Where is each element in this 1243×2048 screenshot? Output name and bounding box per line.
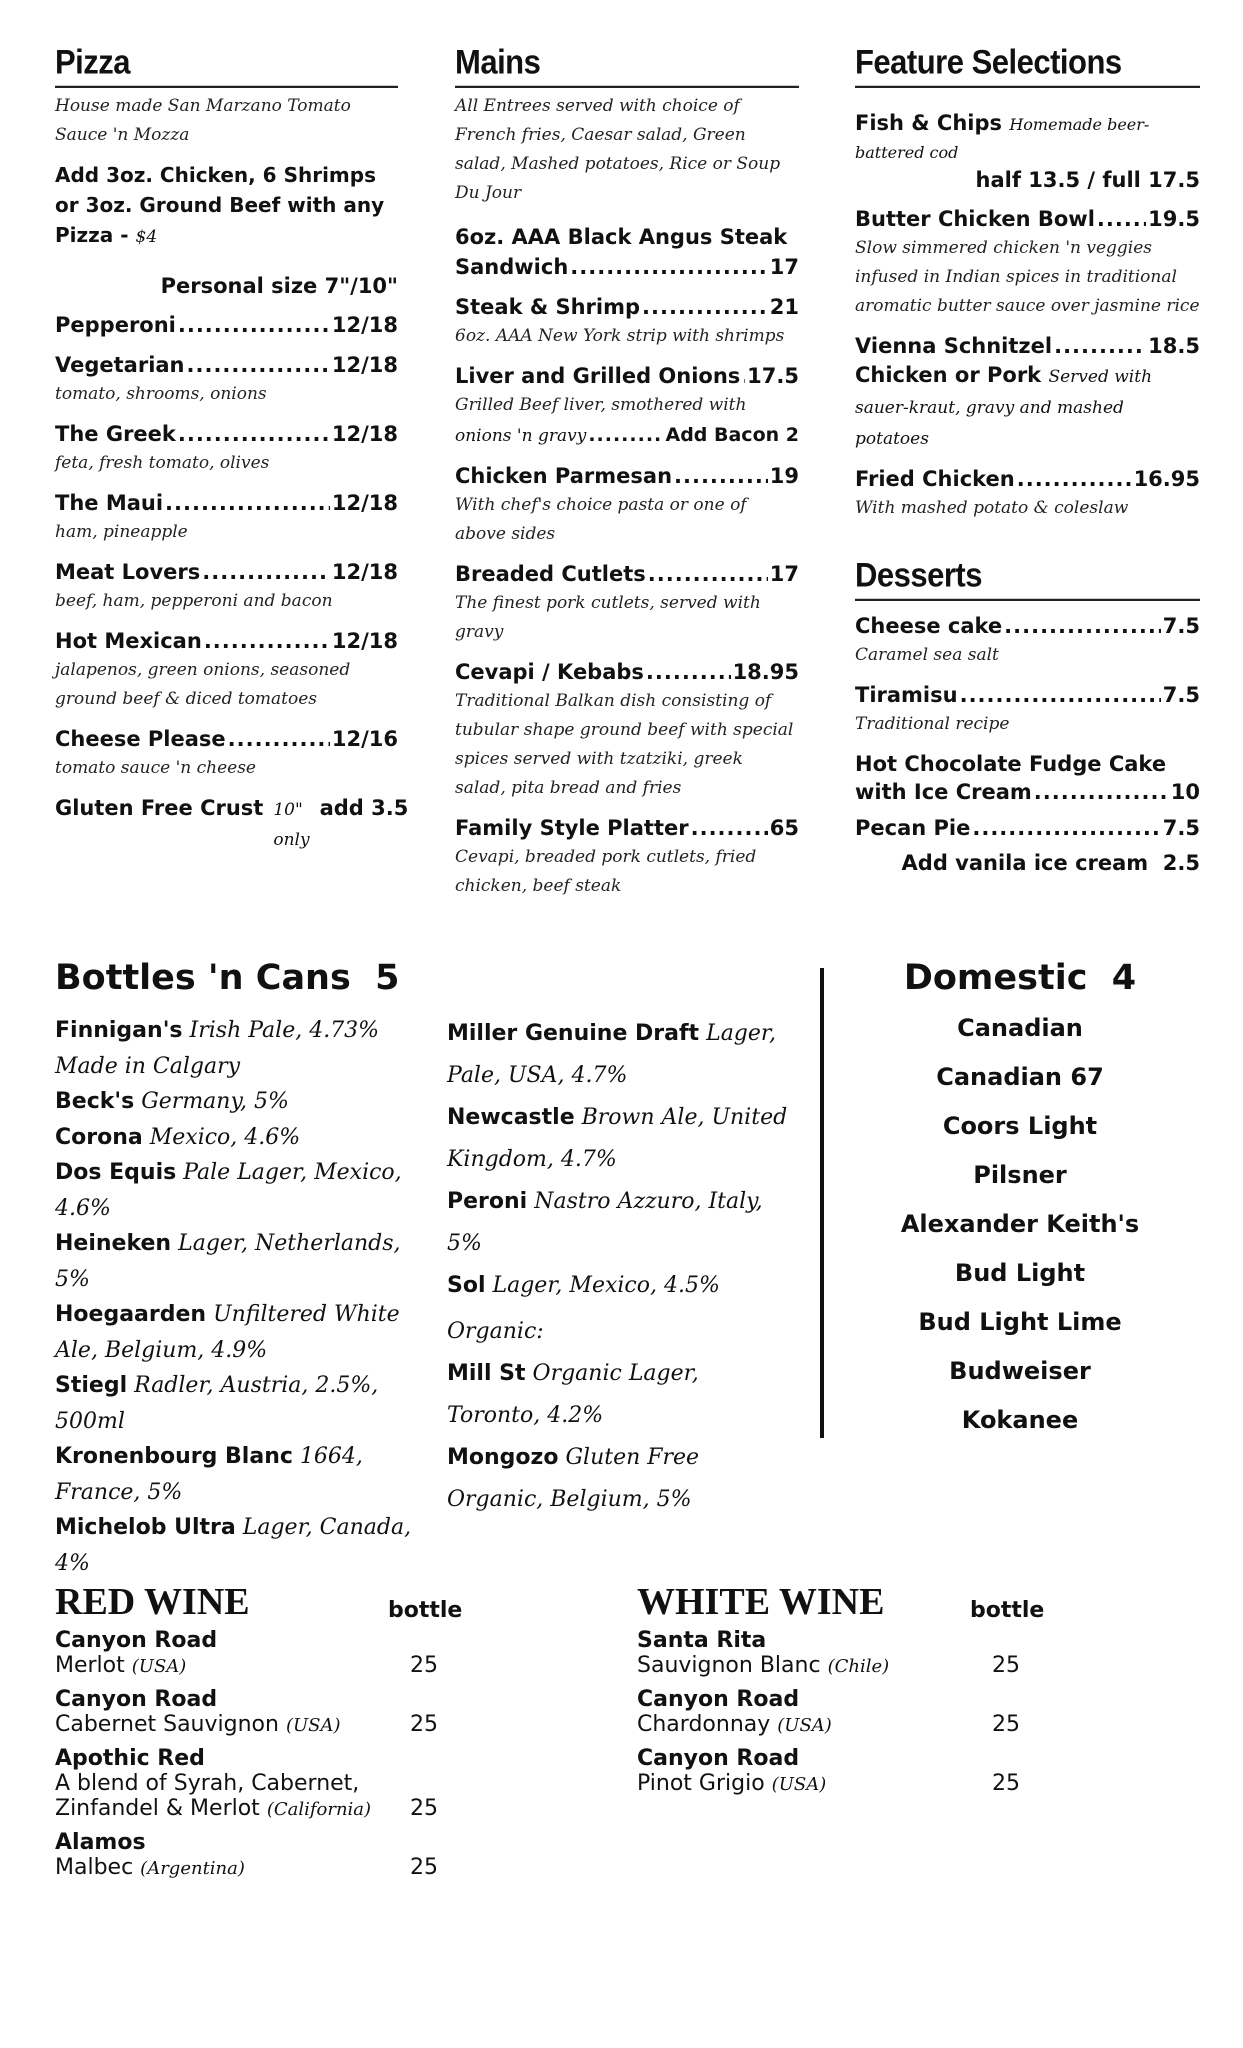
wine-price: 25 xyxy=(992,1653,1020,1678)
beer-item xyxy=(447,1181,797,1265)
beer-item xyxy=(55,1510,415,1581)
fudge-line2: with Ice Cream xyxy=(855,780,1032,804)
bottles-col-2-list xyxy=(447,1013,797,1307)
item-desc: Cevapi, breaded pork cutlets, fried chicken, beef steak xyxy=(455,847,757,896)
item-name: Sandwich xyxy=(455,255,569,279)
beer-item xyxy=(55,1226,415,1297)
pizza-addon-text: Add 3oz. Chicken, 6 Shrimps or 3oz. Ground Beef with any Pizza - xyxy=(55,163,385,247)
beer-item xyxy=(447,1097,797,1181)
beer-item xyxy=(447,1353,797,1437)
schnitzel-price: 18.5 xyxy=(1148,334,1200,358)
item-name: Hot Mexican xyxy=(55,629,202,653)
beer-item xyxy=(447,1013,797,1097)
item-name: Tiramisu xyxy=(855,683,958,707)
gluten-free-note: 10" only xyxy=(273,800,310,850)
pizza-addon xyxy=(55,160,398,252)
feature-title: Feature Selections xyxy=(855,41,1200,88)
item-name: Liver and Grilled Onions xyxy=(455,364,741,388)
beer-name: Kronenbourg Blanc xyxy=(55,1444,293,1469)
wine-item xyxy=(55,1628,475,1679)
organic-list xyxy=(447,1353,797,1521)
domestic-beer: Coors Light xyxy=(942,1112,1098,1140)
pizza-section xyxy=(55,42,409,855)
item-price: 21 xyxy=(769,295,799,319)
wine-origin: (Chile) xyxy=(827,1656,890,1677)
menu-item-row xyxy=(55,419,398,449)
item-name: Pepperoni xyxy=(55,313,176,337)
menu-item xyxy=(55,350,398,409)
beer-desc: Unfiltered White Ale, Belgium, 4.9% xyxy=(55,1302,400,1363)
fudge-price: 10 xyxy=(1170,780,1200,804)
beer-name: Mongozo xyxy=(447,1445,559,1470)
wine-price: 25 xyxy=(992,1771,1020,1796)
red-bottle-label: bottle xyxy=(388,1598,463,1623)
beer-desc: Radler, Austria, 2.5%, 500ml xyxy=(55,1373,379,1434)
item-name: Cheese cake xyxy=(855,614,1003,638)
domestic-beer: Budweiser xyxy=(949,1357,1091,1385)
gluten-free-name: Gluten Free Crust xyxy=(55,796,264,820)
menu-item xyxy=(55,310,398,340)
item-desc: Traditional recipe xyxy=(855,714,1010,734)
domestic-list xyxy=(870,1004,1170,1445)
mains-list xyxy=(455,292,799,420)
menu-item xyxy=(55,488,398,547)
wine-desc-line xyxy=(55,1796,475,1822)
item-price: 12/18 xyxy=(331,560,398,584)
beer-desc: Pale Lager, Mexico, 4.6% xyxy=(55,1160,402,1221)
wine-desc-line xyxy=(55,1855,475,1881)
liver-addon-row xyxy=(455,420,799,451)
bottles-col-2 xyxy=(447,1013,797,1521)
domestic-beer: Pilsner xyxy=(973,1161,1067,1189)
beer-item xyxy=(55,1084,415,1120)
wine-origin: (USA) xyxy=(771,1774,827,1795)
domestic-beer: Bud Light xyxy=(954,1259,1086,1287)
menu-item-fried-chicken xyxy=(855,464,1200,523)
menu-item-fudge xyxy=(855,749,1200,805)
item-desc: Traditional Balkan dish consisting of tubular shape ground beef with special spices served with tzatziki, greek salad, pita bread and fries xyxy=(455,691,794,798)
beer-item xyxy=(447,1265,797,1307)
schnitzel-sub: Chicken or Pork xyxy=(855,363,1042,387)
wine-item xyxy=(55,1687,475,1738)
fudge-line1: Hot Chocolate Fudge Cake xyxy=(855,752,1167,776)
wine-name: Canyon Road xyxy=(637,1687,800,1712)
wine-item xyxy=(637,1687,1057,1738)
beer-name: Beck's xyxy=(55,1089,135,1114)
wine-item xyxy=(55,1830,475,1881)
wine-price: 25 xyxy=(410,1855,438,1880)
menu-item xyxy=(455,813,799,901)
white-wine-title: WHITE WINE xyxy=(637,1581,885,1623)
item-name: Steak & Shrimp xyxy=(455,295,641,319)
wine-desc: Merlot xyxy=(55,1653,125,1678)
pecan-name: Pecan Pie xyxy=(855,816,971,840)
beer-desc: Brown Ale, United Kingdom, 4.7% xyxy=(447,1105,788,1172)
fried-desc: With mashed potato & coleslaw xyxy=(855,498,1129,518)
mains-title: Mains xyxy=(455,41,799,88)
liver-desc2: onions 'n gravy xyxy=(455,426,587,446)
wine-origin: (California) xyxy=(266,1799,372,1820)
menu-item-pecan xyxy=(855,813,1200,843)
menu-item xyxy=(855,204,1200,321)
red-wine-list xyxy=(55,1628,475,1881)
fish-name: Fish & Chips xyxy=(855,111,1003,135)
domestic-beer: Alexander Keith's xyxy=(900,1210,1140,1238)
beer-name: Dos Equis xyxy=(55,1160,177,1185)
item-price: 12/18 xyxy=(331,491,398,515)
feature-list xyxy=(855,204,1200,321)
wine-origin: (USA) xyxy=(777,1715,832,1736)
wine-desc-line xyxy=(55,1712,475,1738)
wine-desc: Malbec xyxy=(55,1855,134,1880)
beer-name: Finnigan's xyxy=(55,1018,183,1043)
item-desc: beef, ham, pepperoni and bacon xyxy=(55,591,333,611)
menu-item xyxy=(55,724,398,783)
beer-desc: Lager, Mexico, 4.5% xyxy=(492,1273,720,1298)
beer-item xyxy=(55,1368,415,1439)
wine-name: Apothic Red xyxy=(55,1746,205,1771)
menu-item-row xyxy=(455,292,799,322)
item-desc: ham, pineapple xyxy=(55,522,188,542)
pizza-intro: House made San Marzano Tomato Sauce 'n Mozza xyxy=(55,96,351,145)
item-price: 17 xyxy=(769,255,799,279)
menu-item-schnitzel xyxy=(855,331,1200,454)
bottles-col-1 xyxy=(55,1013,415,1581)
menu-item xyxy=(55,626,398,714)
domestic-beer: Bud Light Lime xyxy=(918,1308,1122,1336)
wine-origin: (Argentina) xyxy=(140,1858,245,1879)
wine-name: Canyon Road xyxy=(55,1628,218,1653)
beer-name: Mill St xyxy=(447,1361,526,1386)
gluten-free-price: add 3.5 xyxy=(319,796,409,820)
menu-item xyxy=(455,657,799,803)
beer-name: Newcastle xyxy=(447,1105,575,1130)
wine-desc: Chardonnay xyxy=(637,1712,771,1737)
menu-item-row xyxy=(455,813,799,843)
beer-name: Sol xyxy=(447,1273,486,1298)
dessert-addon: Add vanila ice cream 2.5 xyxy=(901,851,1200,875)
wine-name: Santa Rita xyxy=(637,1628,767,1653)
beer-item xyxy=(55,1155,415,1226)
item-desc: tomato sauce 'n cheese xyxy=(55,758,256,778)
mains-list-2 xyxy=(455,461,799,901)
red-wine-section xyxy=(55,1580,475,1880)
mains-section xyxy=(455,42,799,901)
item-desc: jalapenos, green onions, seasoned ground beef & diced tomatoes xyxy=(55,660,351,709)
domestic-beer: Canadian 67 xyxy=(936,1063,1104,1091)
fried-price: 16.95 xyxy=(1133,467,1200,491)
menu-item-row xyxy=(55,724,398,754)
item-name: 6oz. AAA Black Angus Steak xyxy=(455,225,788,249)
item-price: 17 xyxy=(769,562,799,586)
menu-item-row xyxy=(455,559,799,589)
menu-item xyxy=(855,611,1200,670)
gluten-free-row xyxy=(55,793,409,855)
item-name: Breaded Cutlets xyxy=(455,562,646,586)
beer-name: Michelob Ultra xyxy=(55,1515,236,1540)
wine-desc-line xyxy=(55,1771,475,1796)
red-wine-title: RED WINE xyxy=(55,1581,250,1623)
menu-item-row xyxy=(855,680,1200,710)
menu-item xyxy=(455,222,799,282)
wine-desc: Cabernet Sauvignon xyxy=(55,1712,279,1737)
menu-item xyxy=(855,680,1200,739)
pizza-list xyxy=(55,310,398,783)
item-name: Meat Lovers xyxy=(55,560,201,584)
beer-item xyxy=(55,1439,415,1510)
item-desc: Caramel sea salt xyxy=(855,645,999,665)
item-desc: Slow simmered chicken 'n veggies infused in Indian spices in traditional aromatic butter sauce over jasmine rice xyxy=(855,238,1200,316)
item-name: Butter Chicken Bowl xyxy=(855,207,1095,231)
item-price: 19 xyxy=(769,464,799,488)
wine-name: Canyon Road xyxy=(55,1687,218,1712)
item-name: The Greek xyxy=(55,422,176,446)
domestic-beer: Kokanee xyxy=(961,1406,1079,1434)
wine-item xyxy=(55,1746,475,1822)
item-desc: The finest pork cutlets, served with gravy xyxy=(455,593,761,642)
item-desc: tomato, shrooms, onions xyxy=(55,384,267,404)
wine-price: 25 xyxy=(410,1796,438,1821)
white-wine-list xyxy=(637,1628,1057,1797)
wine-name: Canyon Road xyxy=(637,1746,800,1771)
wine-desc-line xyxy=(637,1771,1057,1797)
menu-item-row xyxy=(55,350,398,380)
pecan-price: 7.5 xyxy=(1162,816,1200,840)
beer-desc: Organic Lager, Toronto, 4.2% xyxy=(447,1361,699,1428)
menu-item-fish xyxy=(855,110,1200,194)
pizza-addon-price: $4 xyxy=(135,227,158,247)
menu-item-row xyxy=(55,488,398,518)
beer-item xyxy=(55,1120,415,1156)
domestic-beer: Canadian xyxy=(957,1014,1083,1042)
wine-desc-line xyxy=(55,1653,475,1679)
bottles-title: Bottles 'n Cans 5 xyxy=(55,958,400,998)
menu-item xyxy=(455,559,799,647)
beer-desc: Lager, Pale, USA, 4.7% xyxy=(447,1021,776,1088)
beer-desc: Lager, Canada, 4% xyxy=(55,1515,412,1576)
beer-desc: Germany, 5% xyxy=(141,1089,289,1114)
menu-item-row xyxy=(855,204,1200,234)
wine-price: 25 xyxy=(992,1712,1020,1737)
schnitzel-desc: Served with sauer-kraut, gravy and mashed potatoes xyxy=(855,367,1153,449)
wine-desc: Sauvignon Blanc xyxy=(637,1653,821,1678)
wine-name: Alamos xyxy=(55,1830,146,1855)
item-desc: feta, fresh tomato, olives xyxy=(55,453,270,473)
item-name: Vegetarian xyxy=(55,353,185,377)
menu-item-row xyxy=(855,611,1200,641)
item-name: The Maui xyxy=(55,491,164,515)
wine-item xyxy=(637,1746,1057,1797)
beer-name: Peroni xyxy=(447,1189,528,1214)
item-name: Chicken Parmesan xyxy=(455,464,673,488)
beer-desc: Mexico, 4.6% xyxy=(149,1124,301,1150)
beer-name: Miller Genuine Draft xyxy=(447,1021,700,1046)
dessert-list xyxy=(855,611,1200,739)
beer-name: Hoegaarden xyxy=(55,1302,207,1327)
item-name: Cheese Please xyxy=(55,727,226,751)
item-desc: Grilled Beef liver, smothered with xyxy=(455,395,747,415)
wine-origin: (USA) xyxy=(131,1656,187,1677)
menu-item xyxy=(55,557,398,616)
menu-item-row xyxy=(55,310,398,340)
item-price: 7.5 xyxy=(1162,614,1200,638)
item-price: 12/16 xyxy=(331,727,398,751)
menu-item-row xyxy=(455,657,799,687)
white-bottle-label: bottle xyxy=(970,1598,1045,1623)
item-price: 12/18 xyxy=(331,422,398,446)
domestic-section xyxy=(870,958,1170,1445)
wine-price: 25 xyxy=(410,1712,438,1737)
menu-item xyxy=(55,419,398,478)
menu-item xyxy=(455,361,799,420)
schnitzel-name: Vienna Schnitzel xyxy=(855,334,1053,358)
item-price: 12/18 xyxy=(331,313,398,337)
item-price: 12/18 xyxy=(331,629,398,653)
item-name: Family Style Platter xyxy=(455,816,689,840)
fish-desc: Homemade beer-battered cod xyxy=(855,115,1150,162)
feature-section xyxy=(855,42,1200,877)
domestic-title: Domestic 4 xyxy=(903,958,1137,998)
item-price: 18.95 xyxy=(732,660,799,684)
wine-price: 25 xyxy=(410,1653,438,1678)
item-price: 17.5 xyxy=(747,364,799,388)
item-name: Cevapi / Kebabs xyxy=(455,660,644,684)
desserts-title: Desserts xyxy=(855,554,1200,601)
wine-item xyxy=(637,1628,1057,1679)
wine-desc: Pinot Grigio xyxy=(637,1771,765,1796)
organic-label: Organic: xyxy=(447,1319,544,1344)
wine-desc: A blend of Syrah, Cabernet, xyxy=(55,1771,360,1796)
wine-desc-line xyxy=(637,1712,1057,1738)
beer-name: Corona xyxy=(55,1124,143,1150)
menu-item xyxy=(455,461,799,549)
menu-item-row xyxy=(455,361,799,391)
vertical-divider xyxy=(820,968,824,1438)
menu-item-row xyxy=(55,557,398,587)
beer-item xyxy=(55,1297,415,1368)
wine-desc: Zinfandel & Merlot xyxy=(55,1796,260,1821)
menu-item-row xyxy=(455,461,799,491)
wine-origin: (USA) xyxy=(285,1715,341,1736)
mains-intro: All Entrees served with choice of French fries, Caesar salad, Green salad, Mashed potatoes, Rice or Soup Du Jour xyxy=(455,96,781,203)
beer-desc: Gluten Free Organic, Belgium, 5% xyxy=(447,1445,700,1512)
beer-name: Stiegl xyxy=(55,1373,128,1398)
liver-addon: Add Bacon 2 xyxy=(665,424,799,446)
white-wine-section xyxy=(637,1580,1057,1880)
menu-item xyxy=(455,292,799,351)
item-price: 12/18 xyxy=(331,353,398,377)
fish-price: half 13.5 / full 17.5 xyxy=(975,168,1200,192)
fried-name: Fried Chicken xyxy=(855,467,1015,491)
item-price: 7.5 xyxy=(1162,683,1200,707)
beer-name: Heineken xyxy=(55,1231,172,1256)
beer-desc: Nastro Azzuro, Italy, 5% xyxy=(447,1189,763,1256)
menu-item-row xyxy=(55,626,398,656)
item-desc: 6oz. AAA New York strip with shrimps xyxy=(455,326,785,346)
item-price: 65 xyxy=(769,816,799,840)
pizza-size-header: Personal size 7"/10" xyxy=(160,274,398,298)
beer-desc: Lager, Netherlands, 5% xyxy=(55,1231,401,1292)
item-desc: With chef's choice pasta or one of above sides xyxy=(455,495,747,544)
beer-desc: 1664, France, 5% xyxy=(55,1444,363,1505)
wine-desc-line xyxy=(637,1653,1057,1679)
beer-desc: Irish Pale, 4.73% Made in Calgary xyxy=(55,1018,380,1079)
beer-item xyxy=(447,1437,797,1521)
item-price: 19.5 xyxy=(1148,207,1200,231)
beer-item xyxy=(55,1013,415,1084)
pizza-title: Pizza xyxy=(55,41,398,88)
